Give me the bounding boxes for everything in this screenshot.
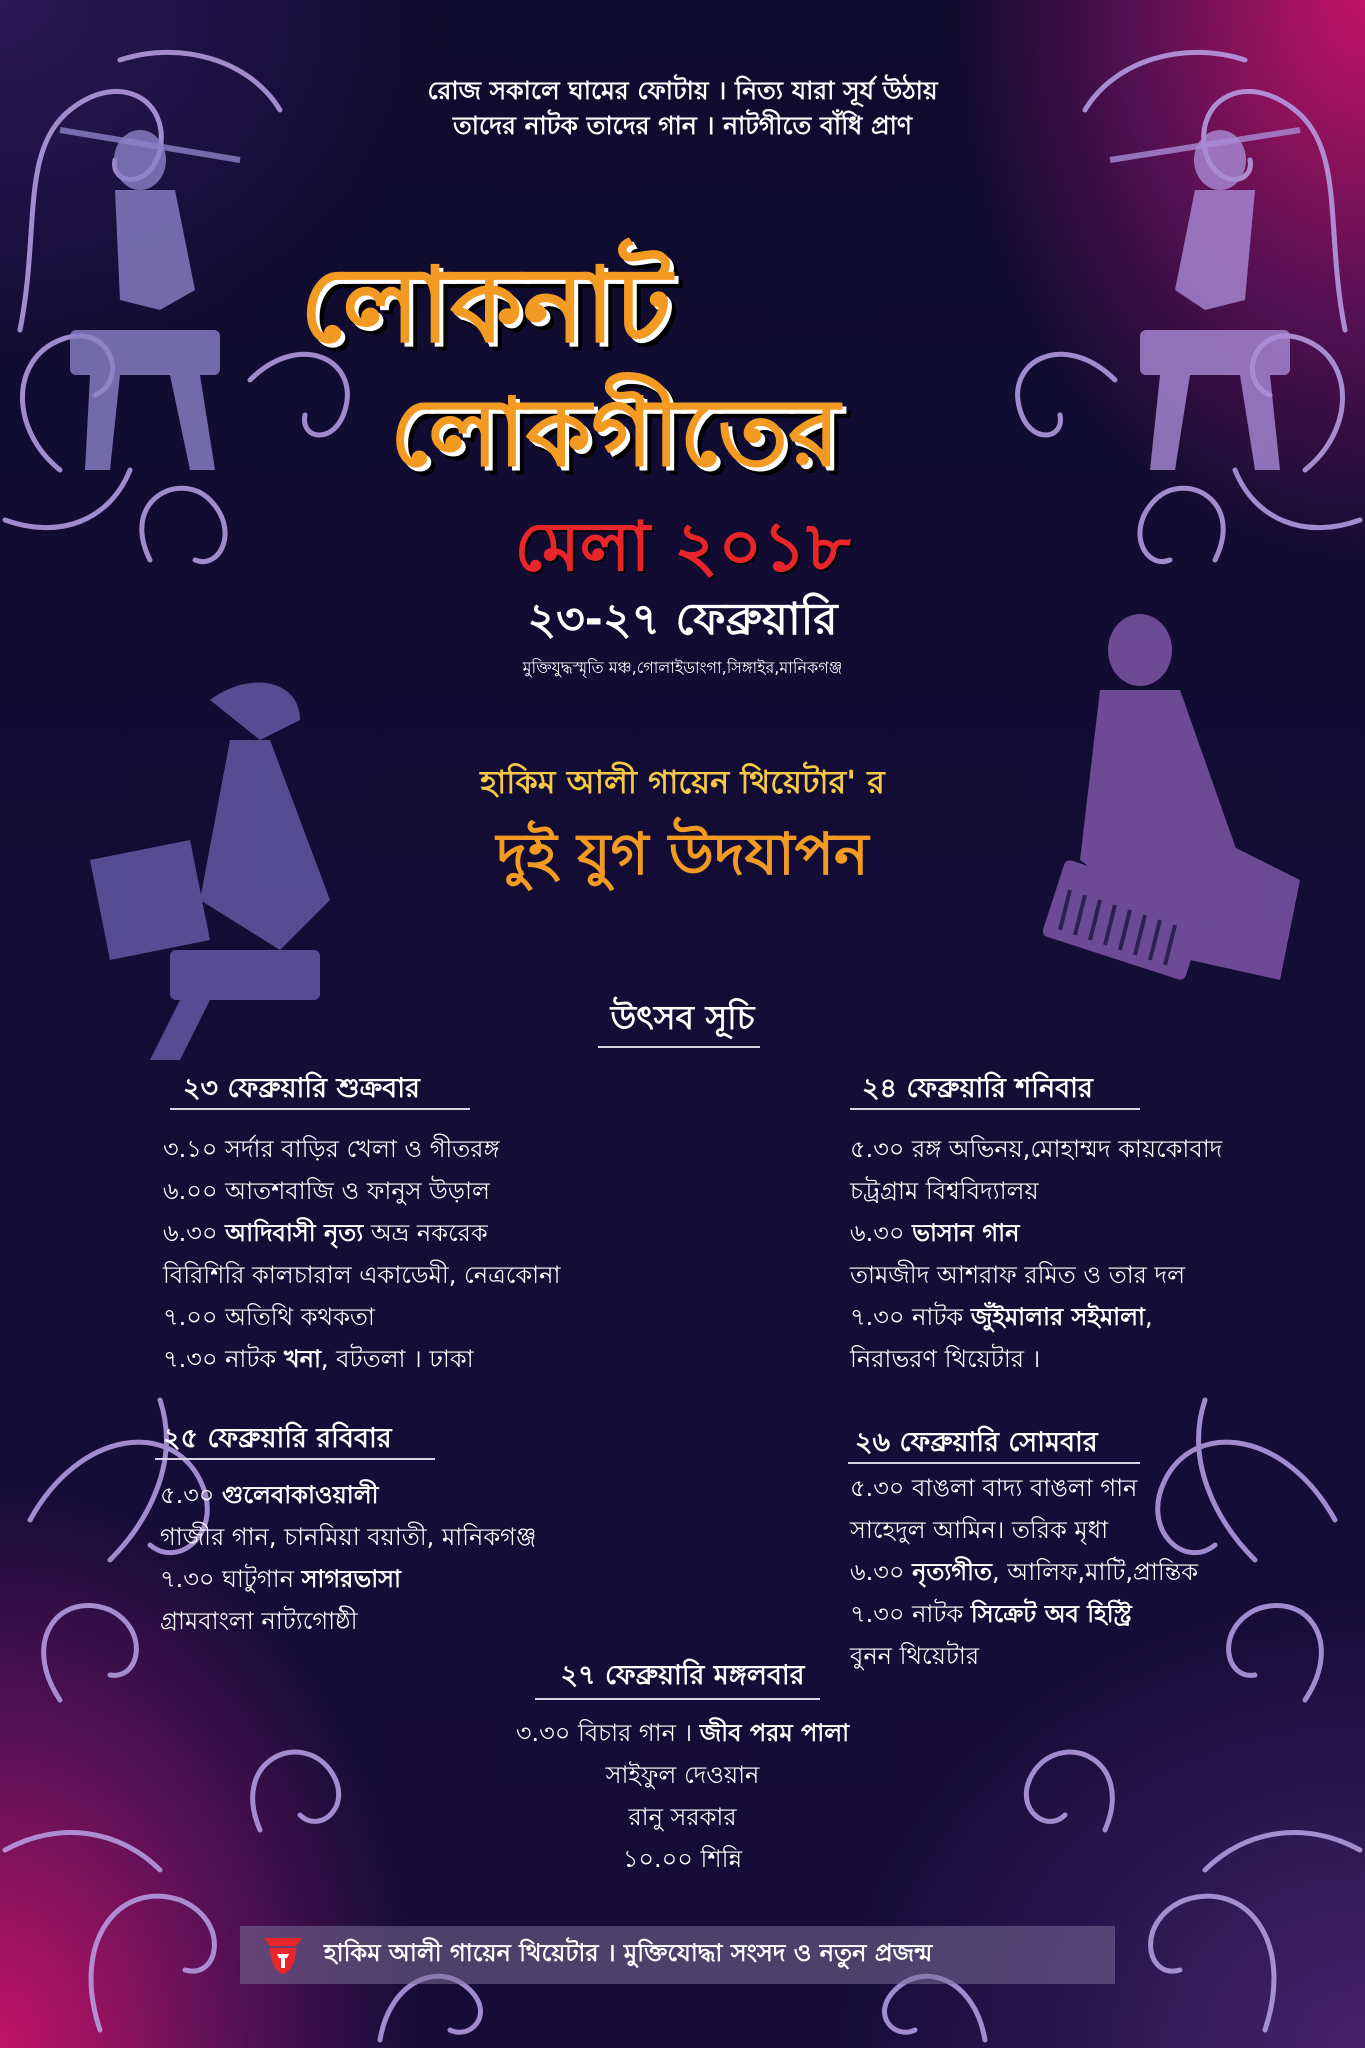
day-heading-24: ২৪ ফেব্রুয়ারি শনিবার	[862, 1073, 1093, 1104]
celebration-heading: দুই যুগ উদযাপন	[496, 820, 869, 888]
program-line: নিরাভরণ থিয়েটার ।	[850, 1345, 1041, 1373]
day-list-24	[850, 1128, 1222, 1380]
program-line: ১০.০০ শিন্নি	[622, 1845, 743, 1873]
program-line: ৬.০০ আতশবাজি ও ফানুস উড়াল	[163, 1177, 490, 1205]
footer-text: হাকিম আলী গায়েন থিয়েটার । মুক্তিযোদ্ধা সংসদ ও নতুন প্রজন্ম	[324, 1939, 933, 1967]
mela-year: মেলা ২০১৮	[514, 507, 851, 587]
day-list-25	[160, 1474, 536, 1642]
program-line: সাহেদুল আমিন। তরিক মৃধা	[850, 1516, 1109, 1544]
program-line: ৭.৩০ ঘাটুগান সাগরভাসা	[160, 1565, 401, 1593]
date-range: ২৩-২৭ ফেব্রুয়ারি	[527, 594, 838, 645]
schedule-title-underline	[598, 1046, 760, 1048]
venue: মুক্তিযুদ্ধস্মৃতি মঞ্চ,গোলাইডাংগা,সিঙ্গাইর,মানিকগঞ্জ	[522, 658, 843, 677]
day-underline-26	[848, 1462, 1140, 1464]
theatre-logo-icon	[260, 1932, 306, 1978]
program-line: সাইফুল দেওয়ান	[605, 1761, 760, 1789]
program-line: ৫.৩০ বাঙলা বাদ্য বাঙলা গান	[850, 1474, 1138, 1502]
title-line-2: লোকগীতের	[390, 378, 840, 488]
day-list-26	[850, 1467, 1198, 1677]
day-heading-27: ২৭ ফেব্রুয়ারি মঙ্গলবার	[560, 1660, 805, 1691]
day-underline-27	[535, 1698, 820, 1700]
program-line: ৬.৩০ নৃত্যগীত, আলিফ,মাটি,প্রান্তিক	[850, 1558, 1199, 1586]
program-line: ৩.৩০ বিচার গান । জীব পরম পালা	[515, 1719, 850, 1747]
program-line: ৫.৩০ গুলেবাকাওয়ালী	[160, 1481, 379, 1509]
program-line: ৭.৩০ নাটক সিক্রেট অব হিস্ট্রি	[850, 1600, 1132, 1628]
organizer-line: হাকিম আলী গায়েন থিয়েটার' র	[480, 763, 885, 801]
program-line: গাজীর গান, চানমিয়া বয়াতী, মানিকগঞ্জ	[160, 1523, 537, 1551]
program-line: ৬.৩০ ভাসান গান	[850, 1219, 1020, 1247]
day-heading-23: ২৩ ফেব্রুয়ারি শুক্রবার	[183, 1073, 420, 1104]
program-line: ৭.৩০ নাটক খনা, বটতলা । ঢাকা	[163, 1345, 474, 1373]
schedule-title: উৎসব সূচি	[610, 998, 755, 1037]
program-line: রানু সরকার	[628, 1803, 737, 1831]
day-underline-25	[155, 1458, 435, 1460]
tagline-line-2: তাদের নাটক তাদের গান । নাটগীতে বাঁধি প্রাণ	[452, 111, 913, 140]
title-line-1: লোকনাট	[300, 243, 672, 366]
program-line: ৬.৩০ আদিবাসী নৃত্য অভ্র নকরেক	[163, 1219, 488, 1247]
program-line: বিরিশিরি কালচারাল একাডেমী, নেত্রকোনা	[163, 1261, 561, 1289]
day-heading-25: ২৫ ফেব্রুয়ারি রবিবার	[163, 1423, 392, 1454]
tagline-line-1: রোজ সকালে ঘামের ফোটায় । নিত্য যারা সূর্য উঠায়	[427, 76, 938, 105]
program-line: ৩.১০ সর্দার বাড়ির খেলা ও গীতরঙ্গ	[163, 1135, 500, 1163]
program-line: ৫.৩০ রঙ্গ অভিনয়,মোহাম্মদ কায়কোবাদ	[850, 1135, 1223, 1163]
program-line: চট্রগ্রাম বিশ্ববিদ্যালয়	[850, 1177, 1039, 1205]
program-line: ৭.০০ অতিথি কথকতা	[163, 1303, 375, 1331]
day-list-23	[163, 1128, 560, 1380]
program-line: তামজীদ আশরাফ রমিত ও তার দল	[850, 1261, 1186, 1289]
day-underline-24	[850, 1108, 1140, 1110]
program-line: ৭.৩০ নাটক জুঁইমালার সইমালা,	[850, 1303, 1153, 1331]
program-line: বুনন থিয়েটার	[850, 1642, 980, 1670]
day-heading-26: ২৬ ফেব্রুয়ারি সোমবার	[855, 1427, 1098, 1458]
program-line: গ্রামবাংলা নাট্যগোষ্ঠী	[160, 1607, 358, 1635]
day-list-27	[0, 1712, 1365, 1880]
footer-bar	[240, 1926, 1115, 1984]
day-underline-23	[170, 1108, 470, 1110]
